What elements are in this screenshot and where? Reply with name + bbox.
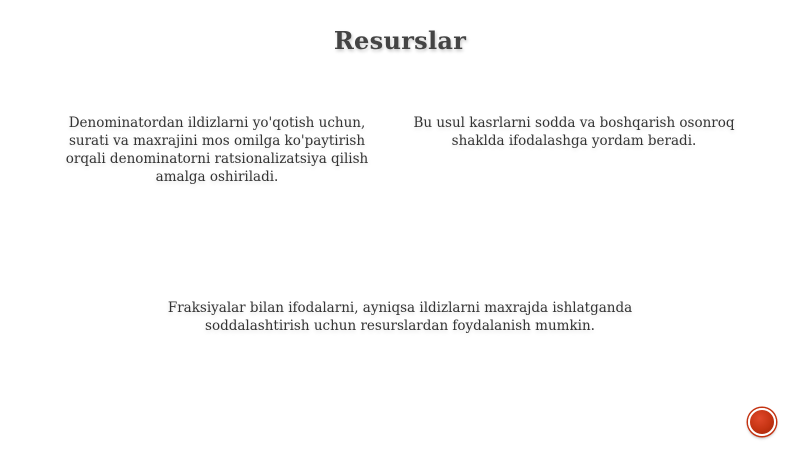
slide-title: Resurslar xyxy=(333,26,467,55)
right-text-block: Bu usul kasrlarni sodda va boshqarish osonroq shaklda ifodalashga yordam beradi. xyxy=(413,115,735,149)
circle-nav-button-icon[interactable] xyxy=(748,408,776,436)
left-text-block: Denominatordan ildizlarni yo'qotish uchun, surati va maxrajini mos omilga ko'paytirish orqali denominatorni ratsionalizatsiya qilish amalga oshiriladi. xyxy=(65,115,369,185)
bottom-text-block: Fraksiyalar bilan ifodalarni, ayniqsa ildizlarni maxrajda ishlatganda soddalashtirish uchun resurslardan foydalanish mumkin. xyxy=(167,300,633,334)
